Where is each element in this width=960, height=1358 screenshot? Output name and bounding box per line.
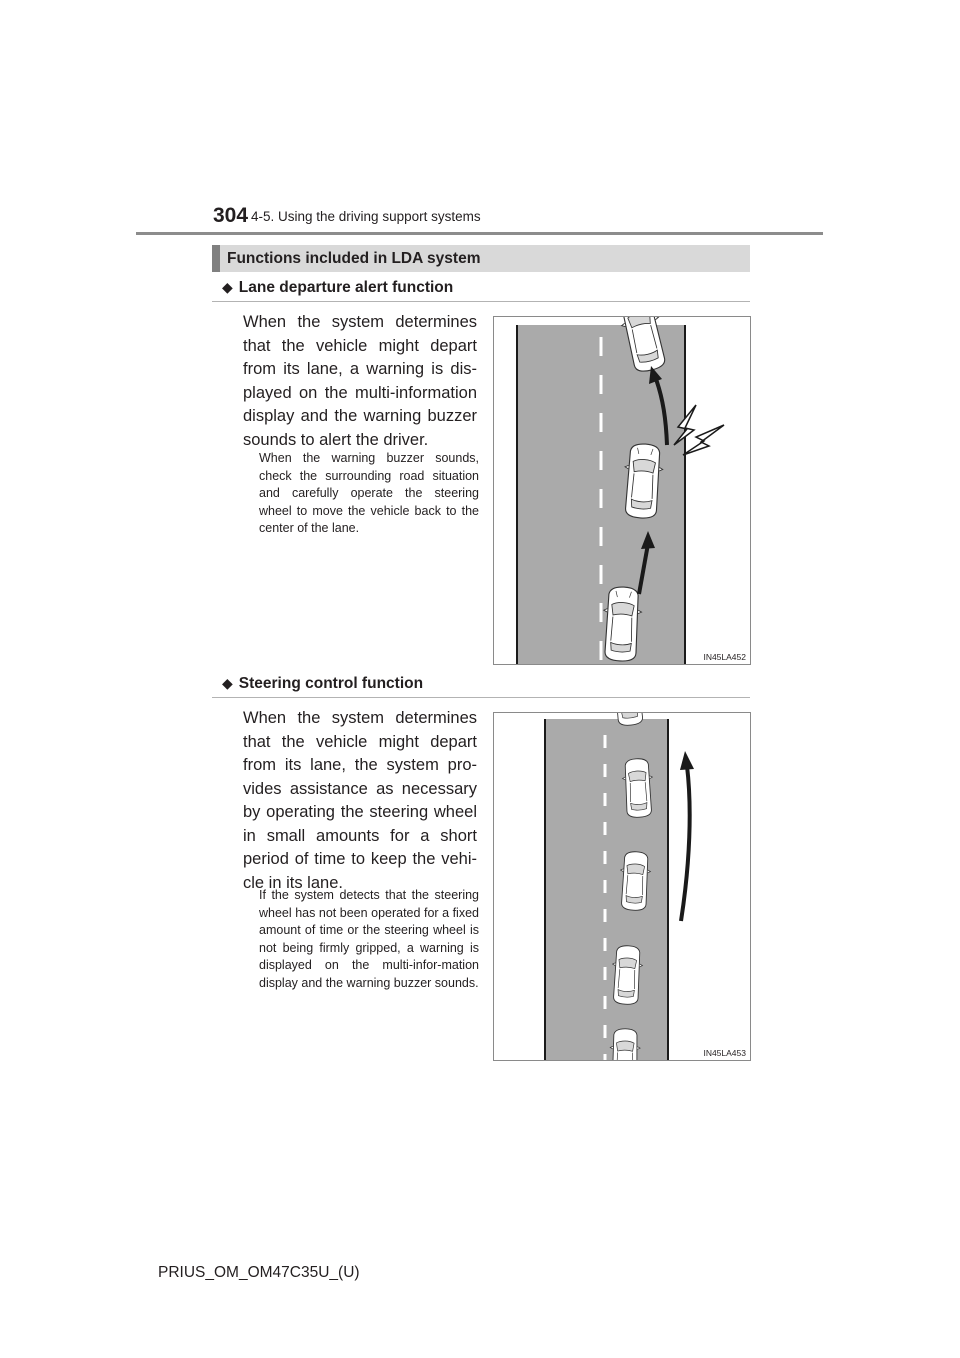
section-band-marker — [212, 245, 220, 272]
car-position-1 — [610, 1029, 641, 1060]
lane-departure-figure — [493, 316, 751, 665]
lane-departure-heading-text: Lane departure alert function — [238, 279, 454, 296]
lane-departure-rule — [212, 301, 750, 302]
steering-control-body: When the system determines that the vehicle might depart from its lane, the system pro-vides assistance as necessary by operating the steering wheel in small amounts for a short period of time to keep the vehi-cle in its lane. — [243, 709, 477, 892]
steering-control-figure — [493, 712, 751, 1061]
lane-departure-body: When the system determines that the vehicle might depart from its lane, a warning is dis-played on the multi-information display and the warning buzzer sounds to alert the driver. — [243, 313, 477, 449]
header-rule — [136, 232, 823, 235]
chapter-title: 4-5. Using the driving support systems — [251, 209, 481, 224]
steering-control-heading-text: Steering control function — [238, 675, 424, 692]
section-band — [212, 245, 750, 272]
lane-departure-illustration — [494, 317, 750, 664]
figure-code: IN45LA453 — [703, 1048, 746, 1058]
correction-arrow-head — [680, 751, 694, 770]
figure-code: IN45LA452 — [703, 652, 746, 662]
lane-departure-heading — [222, 279, 453, 297]
document-code: PRIUS_OM_OM47C35U_(U) — [158, 1264, 360, 1281]
correction-arrow — [681, 766, 690, 921]
steering-control-heading — [222, 675, 423, 693]
steering-control-illustration — [494, 713, 750, 1060]
diamond-bullet-icon: ◆ — [222, 675, 233, 691]
steering-control-rule — [212, 697, 750, 698]
page-number: 304 — [213, 204, 249, 227]
diamond-bullet-icon: ◆ — [222, 279, 233, 295]
steering-control-note: If the system detects that the steering wheel has not been operated for a fixed amount of time or the steering wheel is not being firmly gripped, a warning is displayed on the multi-infor-mation display and the warning buzzer sounds. — [259, 888, 479, 990]
section-title: Functions included in LDA system — [227, 250, 481, 267]
lane-departure-note: When the warning buzzer sounds, check the surrounding road situation and carefully operate the steering wheel to move the vehicle back to the center of the lane. — [259, 451, 479, 536]
